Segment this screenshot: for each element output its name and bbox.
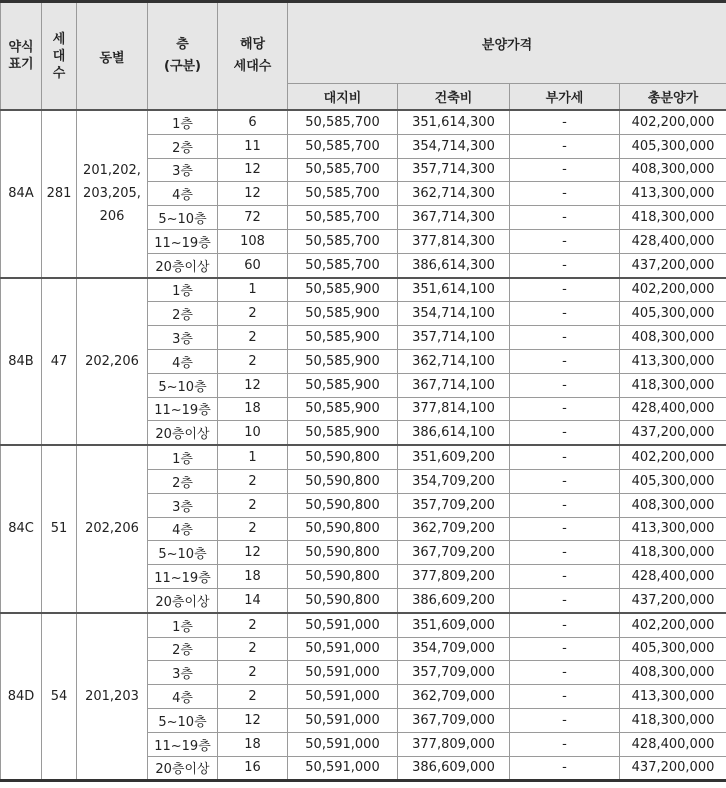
household-count-cell: 18 bbox=[218, 732, 288, 756]
vat-cell: - bbox=[510, 349, 620, 373]
household-count-cell: 2 bbox=[218, 326, 288, 350]
floor-cell: 5~10층 bbox=[148, 541, 218, 565]
building-cost-cell: 362,714,100 bbox=[398, 349, 510, 373]
total-price-cell: 413,300,000 bbox=[620, 517, 726, 541]
household-count-cell: 1 bbox=[218, 445, 288, 469]
unit-count-cell: 54 bbox=[42, 613, 77, 781]
household-count-cell: 1 bbox=[218, 278, 288, 302]
building-cost-cell: 367,714,100 bbox=[398, 373, 510, 397]
building-cost-cell: 367,714,300 bbox=[398, 206, 510, 230]
land-cost-cell: 50,590,800 bbox=[288, 517, 398, 541]
land-cost-cell: 50,585,900 bbox=[288, 397, 398, 421]
header-units bbox=[42, 2, 77, 111]
total-price-cell: 405,300,000 bbox=[620, 637, 726, 661]
household-count-cell: 2 bbox=[218, 493, 288, 517]
floor-cell: 3층 bbox=[148, 493, 218, 517]
header-units-line2: 대 bbox=[52, 48, 66, 64]
total-price-cell: 402,200,000 bbox=[620, 613, 726, 637]
header-floor-line1: 층 bbox=[176, 37, 189, 52]
header-abbr-line1: 약식 bbox=[8, 40, 34, 55]
floor-cell: 11~19층 bbox=[148, 732, 218, 756]
land-cost-cell: 50,585,900 bbox=[288, 302, 398, 326]
land-cost-cell: 50,590,800 bbox=[288, 565, 398, 589]
household-count-cell: 2 bbox=[218, 517, 288, 541]
building-cost-cell: 357,714,100 bbox=[398, 326, 510, 350]
land-cost-cell: 50,585,700 bbox=[288, 182, 398, 206]
floor-cell: 3층 bbox=[148, 661, 218, 685]
building-cost-cell: 377,809,000 bbox=[398, 732, 510, 756]
building-cost-cell: 362,714,300 bbox=[398, 182, 510, 206]
building-cost-cell: 377,814,100 bbox=[398, 397, 510, 421]
total-price-cell: 408,300,000 bbox=[620, 158, 726, 182]
household-count-cell: 14 bbox=[218, 588, 288, 612]
total-price-cell: 418,300,000 bbox=[620, 541, 726, 565]
floor-cell: 3층 bbox=[148, 326, 218, 350]
vat-cell: - bbox=[510, 326, 620, 350]
vat-cell: - bbox=[510, 397, 620, 421]
floor-cell: 4층 bbox=[148, 349, 218, 373]
household-count-cell: 72 bbox=[218, 206, 288, 230]
household-count-cell: 2 bbox=[218, 661, 288, 685]
total-price-cell: 418,300,000 bbox=[620, 206, 726, 230]
floor-cell: 11~19층 bbox=[148, 397, 218, 421]
total-price-cell: 405,300,000 bbox=[620, 134, 726, 158]
land-cost-cell: 50,585,700 bbox=[288, 110, 398, 134]
total-price-cell: 402,200,000 bbox=[620, 110, 726, 134]
unit-count-cell: 51 bbox=[42, 445, 77, 613]
floor-cell: 5~10층 bbox=[148, 708, 218, 732]
vat-cell: - bbox=[510, 110, 620, 134]
building-cost-cell: 351,614,100 bbox=[398, 278, 510, 302]
unit-type-cell: 84D bbox=[1, 613, 42, 781]
floor-cell: 4층 bbox=[148, 517, 218, 541]
building-cell: 202,206 bbox=[77, 278, 148, 446]
land-cost-cell: 50,585,900 bbox=[288, 349, 398, 373]
total-price-cell: 428,400,000 bbox=[620, 229, 726, 253]
header-building: 건축비 bbox=[398, 84, 510, 111]
header-floor bbox=[148, 2, 218, 111]
floor-cell: 2층 bbox=[148, 302, 218, 326]
header-total: 총분양가 bbox=[620, 84, 726, 111]
household-count-cell: 60 bbox=[218, 253, 288, 277]
table-row bbox=[1, 278, 726, 302]
household-count-cell: 12 bbox=[218, 158, 288, 182]
table-row bbox=[1, 613, 726, 637]
total-price-cell: 413,300,000 bbox=[620, 685, 726, 709]
household-count-cell: 6 bbox=[218, 110, 288, 134]
floor-cell: 20층이상 bbox=[148, 253, 218, 277]
land-cost-cell: 50,590,800 bbox=[288, 445, 398, 469]
building-cost-cell: 354,709,000 bbox=[398, 637, 510, 661]
floor-cell: 20층이상 bbox=[148, 756, 218, 781]
vat-cell: - bbox=[510, 278, 620, 302]
floor-cell: 3층 bbox=[148, 158, 218, 182]
header-count-line1: 해당 bbox=[239, 37, 266, 52]
total-price-cell: 408,300,000 bbox=[620, 326, 726, 350]
vat-cell: - bbox=[510, 541, 620, 565]
floor-cell: 4층 bbox=[148, 685, 218, 709]
building-cost-cell: 351,609,200 bbox=[398, 445, 510, 469]
floor-cell: 11~19층 bbox=[148, 565, 218, 589]
floor-cell: 2층 bbox=[148, 469, 218, 493]
building-cost-cell: 386,609,000 bbox=[398, 756, 510, 781]
household-count-cell: 12 bbox=[218, 541, 288, 565]
vat-cell: - bbox=[510, 469, 620, 493]
land-cost-cell: 50,585,700 bbox=[288, 206, 398, 230]
total-price-cell: 402,200,000 bbox=[620, 278, 726, 302]
unit-type-cell: 84C bbox=[1, 445, 42, 613]
total-price-cell: 437,200,000 bbox=[620, 421, 726, 445]
land-cost-cell: 50,590,800 bbox=[288, 588, 398, 612]
vat-cell: - bbox=[510, 732, 620, 756]
unit-count-cell: 47 bbox=[42, 278, 77, 446]
floor-cell: 2층 bbox=[148, 134, 218, 158]
household-count-cell: 12 bbox=[218, 708, 288, 732]
building-cost-cell: 354,714,300 bbox=[398, 134, 510, 158]
total-price-cell: 418,300,000 bbox=[620, 708, 726, 732]
household-count-cell: 108 bbox=[218, 229, 288, 253]
floor-cell: 1층 bbox=[148, 445, 218, 469]
vat-cell: - bbox=[510, 253, 620, 277]
vat-cell: - bbox=[510, 182, 620, 206]
land-cost-cell: 50,590,800 bbox=[288, 469, 398, 493]
floor-cell: 1층 bbox=[148, 278, 218, 302]
total-price-cell: 428,400,000 bbox=[620, 397, 726, 421]
household-count-cell: 2 bbox=[218, 685, 288, 709]
header-abbr bbox=[1, 2, 42, 111]
floor-cell: 4층 bbox=[148, 182, 218, 206]
household-count-cell: 2 bbox=[218, 349, 288, 373]
building-cost-cell: 367,709,200 bbox=[398, 541, 510, 565]
building-cost-cell: 367,709,000 bbox=[398, 708, 510, 732]
household-count-cell: 18 bbox=[218, 565, 288, 589]
land-cost-cell: 50,591,000 bbox=[288, 661, 398, 685]
household-count-cell: 18 bbox=[218, 397, 288, 421]
total-price-cell: 413,300,000 bbox=[620, 349, 726, 373]
header-land: 대지비 bbox=[288, 84, 398, 111]
floor-cell: 5~10층 bbox=[148, 206, 218, 230]
floor-cell: 20층이상 bbox=[148, 421, 218, 445]
household-count-cell: 12 bbox=[218, 373, 288, 397]
household-count-cell: 12 bbox=[218, 182, 288, 206]
vat-cell: - bbox=[510, 158, 620, 182]
building-cost-cell: 362,709,200 bbox=[398, 517, 510, 541]
land-cost-cell: 50,585,700 bbox=[288, 229, 398, 253]
total-price-cell: 402,200,000 bbox=[620, 445, 726, 469]
unit-type-cell: 84A bbox=[1, 110, 42, 278]
vat-cell: - bbox=[510, 613, 620, 637]
table-body bbox=[1, 110, 726, 781]
header-count-line2: 세대수 bbox=[233, 59, 272, 74]
total-price-cell: 437,200,000 bbox=[620, 253, 726, 277]
table-row bbox=[1, 445, 726, 469]
vat-cell: - bbox=[510, 685, 620, 709]
floor-cell: 5~10층 bbox=[148, 373, 218, 397]
building-cost-cell: 354,709,200 bbox=[398, 469, 510, 493]
household-count-cell: 10 bbox=[218, 421, 288, 445]
header-price-group: 분양가격 bbox=[288, 2, 726, 84]
header-floor-line2: (구분) bbox=[164, 59, 201, 74]
land-cost-cell: 50,591,000 bbox=[288, 708, 398, 732]
vat-cell: - bbox=[510, 588, 620, 612]
vat-cell: - bbox=[510, 229, 620, 253]
header-abbr-line2: 표기 bbox=[8, 57, 34, 72]
building-cell: 201,203 bbox=[77, 613, 148, 781]
building-cost-cell: 386,614,100 bbox=[398, 421, 510, 445]
building-cost-cell: 357,714,300 bbox=[398, 158, 510, 182]
unit-type-cell: 84B bbox=[1, 278, 42, 446]
total-price-cell: 418,300,000 bbox=[620, 373, 726, 397]
land-cost-cell: 50,591,000 bbox=[288, 637, 398, 661]
floor-cell: 1층 bbox=[148, 613, 218, 637]
land-cost-cell: 50,590,800 bbox=[288, 541, 398, 565]
building-cost-cell: 351,609,000 bbox=[398, 613, 510, 637]
household-count-cell: 11 bbox=[218, 134, 288, 158]
vat-cell: - bbox=[510, 373, 620, 397]
total-price-cell: 413,300,000 bbox=[620, 182, 726, 206]
land-cost-cell: 50,585,900 bbox=[288, 373, 398, 397]
land-cost-cell: 50,591,000 bbox=[288, 756, 398, 781]
land-cost-cell: 50,591,000 bbox=[288, 732, 398, 756]
household-count-cell: 2 bbox=[218, 469, 288, 493]
header-vat: 부가세 bbox=[510, 84, 620, 111]
total-price-cell: 428,400,000 bbox=[620, 732, 726, 756]
building-cost-cell: 386,609,200 bbox=[398, 588, 510, 612]
building-cost-cell: 354,714,100 bbox=[398, 302, 510, 326]
vat-cell: - bbox=[510, 421, 620, 445]
total-price-cell: 405,300,000 bbox=[620, 302, 726, 326]
vat-cell: - bbox=[510, 445, 620, 469]
building-cost-cell: 377,814,300 bbox=[398, 229, 510, 253]
land-cost-cell: 50,585,700 bbox=[288, 253, 398, 277]
vat-cell: - bbox=[510, 756, 620, 781]
household-count-cell: 2 bbox=[218, 302, 288, 326]
building-cost-cell: 386,614,300 bbox=[398, 253, 510, 277]
vat-cell: - bbox=[510, 661, 620, 685]
floor-cell: 20층이상 bbox=[148, 588, 218, 612]
land-cost-cell: 50,591,000 bbox=[288, 613, 398, 637]
floor-cell: 2층 bbox=[148, 637, 218, 661]
floor-cell: 11~19층 bbox=[148, 229, 218, 253]
vat-cell: - bbox=[510, 302, 620, 326]
header-dong: 동별 bbox=[77, 2, 148, 111]
unit-count-cell: 281 bbox=[42, 110, 77, 278]
building-cost-cell: 351,614,300 bbox=[398, 110, 510, 134]
building-cost-cell: 377,809,200 bbox=[398, 565, 510, 589]
vat-cell: - bbox=[510, 493, 620, 517]
total-price-cell: 428,400,000 bbox=[620, 565, 726, 589]
household-count-cell: 2 bbox=[218, 637, 288, 661]
table-header bbox=[1, 2, 726, 111]
total-price-cell: 405,300,000 bbox=[620, 469, 726, 493]
building-cell: 202,206 bbox=[77, 445, 148, 613]
vat-cell: - bbox=[510, 206, 620, 230]
vat-cell: - bbox=[510, 637, 620, 661]
total-price-cell: 437,200,000 bbox=[620, 756, 726, 781]
table-row bbox=[1, 110, 726, 134]
land-cost-cell: 50,585,700 bbox=[288, 134, 398, 158]
land-cost-cell: 50,585,900 bbox=[288, 421, 398, 445]
land-cost-cell: 50,591,000 bbox=[288, 685, 398, 709]
total-price-cell: 408,300,000 bbox=[620, 493, 726, 517]
total-price-cell: 408,300,000 bbox=[620, 661, 726, 685]
vat-cell: - bbox=[510, 517, 620, 541]
header-units-line3: 수 bbox=[52, 65, 66, 81]
vat-cell: - bbox=[510, 708, 620, 732]
land-cost-cell: 50,585,900 bbox=[288, 278, 398, 302]
land-cost-cell: 50,585,900 bbox=[288, 326, 398, 350]
total-price-cell: 437,200,000 bbox=[620, 588, 726, 612]
vat-cell: - bbox=[510, 565, 620, 589]
household-count-cell: 16 bbox=[218, 756, 288, 781]
building-cost-cell: 357,709,200 bbox=[398, 493, 510, 517]
land-cost-cell: 50,585,700 bbox=[288, 158, 398, 182]
building-cell: 201,202, 203,205, 206 bbox=[77, 110, 148, 278]
floor-cell: 1층 bbox=[148, 110, 218, 134]
header-count bbox=[218, 2, 288, 111]
header-units-line1: 세 bbox=[52, 31, 66, 47]
household-count-cell: 2 bbox=[218, 613, 288, 637]
building-cost-cell: 362,709,000 bbox=[398, 685, 510, 709]
building-cost-cell: 357,709,000 bbox=[398, 661, 510, 685]
vat-cell: - bbox=[510, 134, 620, 158]
land-cost-cell: 50,590,800 bbox=[288, 493, 398, 517]
